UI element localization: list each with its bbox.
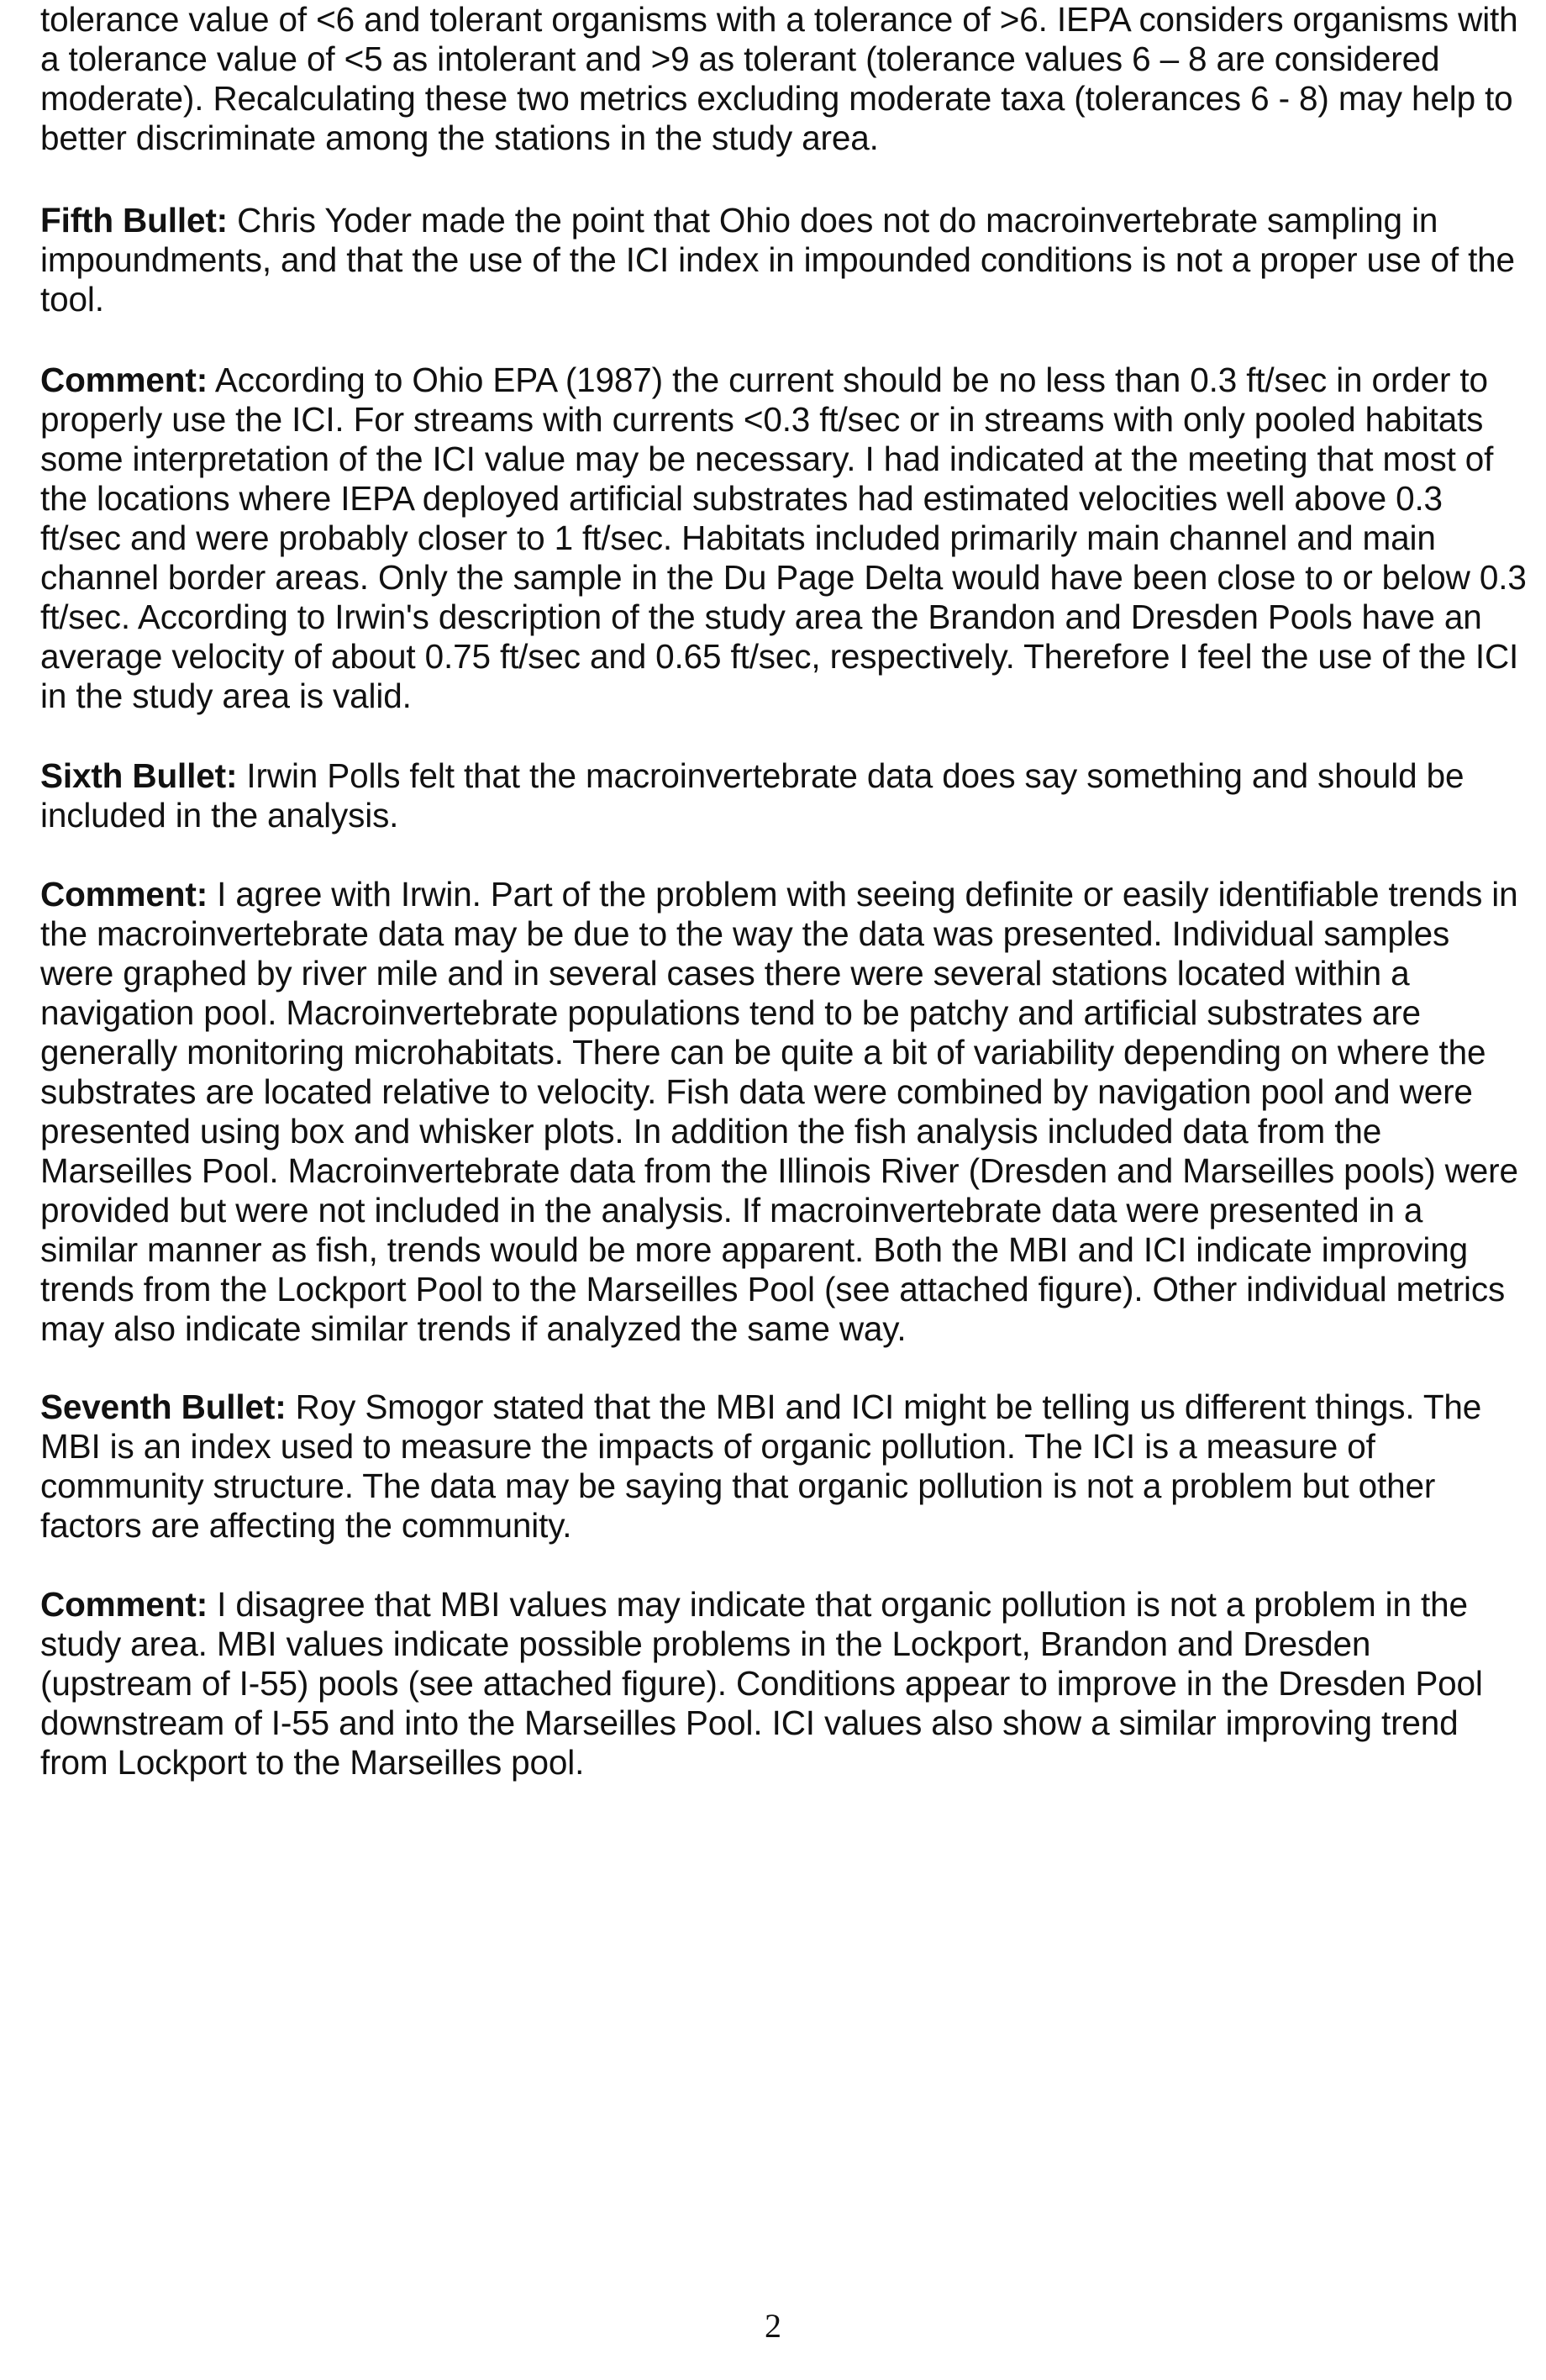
seventh-bullet-label: Seventh Bullet: [40, 1387, 287, 1426]
seventh-bullet-text: Roy Smogor stated that the MBI and ICI might be telling us different things. The MBI is an index used to measure the impacts of organic pollution. The ICI is a measure of community structure. The data may be saying that organic pollution is not a problem but other factors are affecting the community. [40, 1387, 1482, 1545]
paragraph-comment-mbi [40, 1585, 1528, 1782]
comment-label: Comment: [40, 361, 208, 399]
document-page [40, 0, 1528, 2380]
paragraph-sixth-bullet [40, 756, 1528, 835]
fifth-bullet-text: Chris Yoder made the point that Ohio does not do macroinvertebrate sampling in impoundments, and that the use of the ICI index in impounded conditions is not a proper use of the tool. [40, 201, 1515, 319]
paragraph-tolerance-continuation [40, 0, 1528, 158]
fifth-bullet-label: Fifth Bullet: [40, 201, 228, 240]
page-number: 2 [765, 2307, 781, 2345]
comment-label: Comment: [40, 1585, 208, 1624]
sixth-bullet-text: Irwin Polls felt that the macroinvertebrate data does say something and should be included in the analysis. [40, 756, 1464, 835]
paragraph-comment-ici [40, 361, 1528, 716]
comment-macroinvertebrate-text: I agree with Irwin. Part of the problem with seeing definite or easily identifiable trends in the macroinvertebrate data may be due to the way the data was presented. Individual samples were graphed by river mile and in several cases there were several stations located within a navigation pool. Macroinvertebrate populations tend to be patchy and artificial substrates are generally monitoring microhabitats. There can be quite a bit of variability depending on where the substrates are located relative to velocity. Fish data were combined by navigation pool and were presented using box and whisker plots. In addition the fish analysis included data from the Marseilles Pool. Macroinvertebrate data from the Illinois River (Dresden and Marseilles pools) were provided but were not included in the analysis. If macroinvertebrate data were presented in a similar manner as fish, trends would be more apparent. Both the MBI and ICI indicate improving trends from the Lockport Pool to the Marseilles Pool (see attached figure). Other individual metrics may also indicate similar trends if analyzed the same way. [40, 875, 1518, 1348]
paragraph-text: tolerance value of <6 and tolerant organisms with a tolerance of >6. IEPA considers organisms with a tolerance value of <5 as intolerant and >9 as tolerant (tolerance values 6 – 8 are considered moderate). Recalculating these two metrics excluding moderate taxa (tolerances 6 - 8) may help to better discriminate among the stations in the study area. [40, 0, 1518, 157]
paragraph-seventh-bullet [40, 1387, 1528, 1545]
sixth-bullet-label: Sixth Bullet: [40, 756, 238, 795]
comment-label: Comment: [40, 875, 208, 914]
paragraph-fifth-bullet [40, 201, 1528, 319]
paragraph-comment-macroinvertebrate [40, 875, 1528, 1349]
comment-ici-text: According to Ohio EPA (1987) the current should be no less than 0.3 ft/sec in order to properly use the ICI. For streams with currents <0.3 ft/sec or in streams with only pooled habitats some interpretation of the ICI value may be necessary. I had indicated at the meeting that most of the locations where IEPA deployed artificial substrates had estimated velocities well above 0.3 ft/sec and were probably closer to 1 ft/sec. Habitats included primarily main channel and main channel border areas. Only the sample in the Du Page Delta would have been close to or below 0.3 ft/sec. According to Irwin's description of the study area the Brandon and Dresden Pools have an average velocity of about 0.75 ft/sec and 0.65 ft/sec, respectively. Therefore I feel the use of the ICI in the study area is valid. [40, 361, 1527, 715]
comment-mbi-text: I disagree that MBI values may indicate that organic pollution is not a problem in the study area. MBI values indicate possible problems in the Lockport, Brandon and Dresden (upstream of I-55) pools (see attached figure). Conditions appear to improve in the Dresden Pool downstream of I-55 and into the Marseilles Pool. ICI values also show a similar improving trend from Lockport to the Marseilles pool. [40, 1585, 1483, 1782]
